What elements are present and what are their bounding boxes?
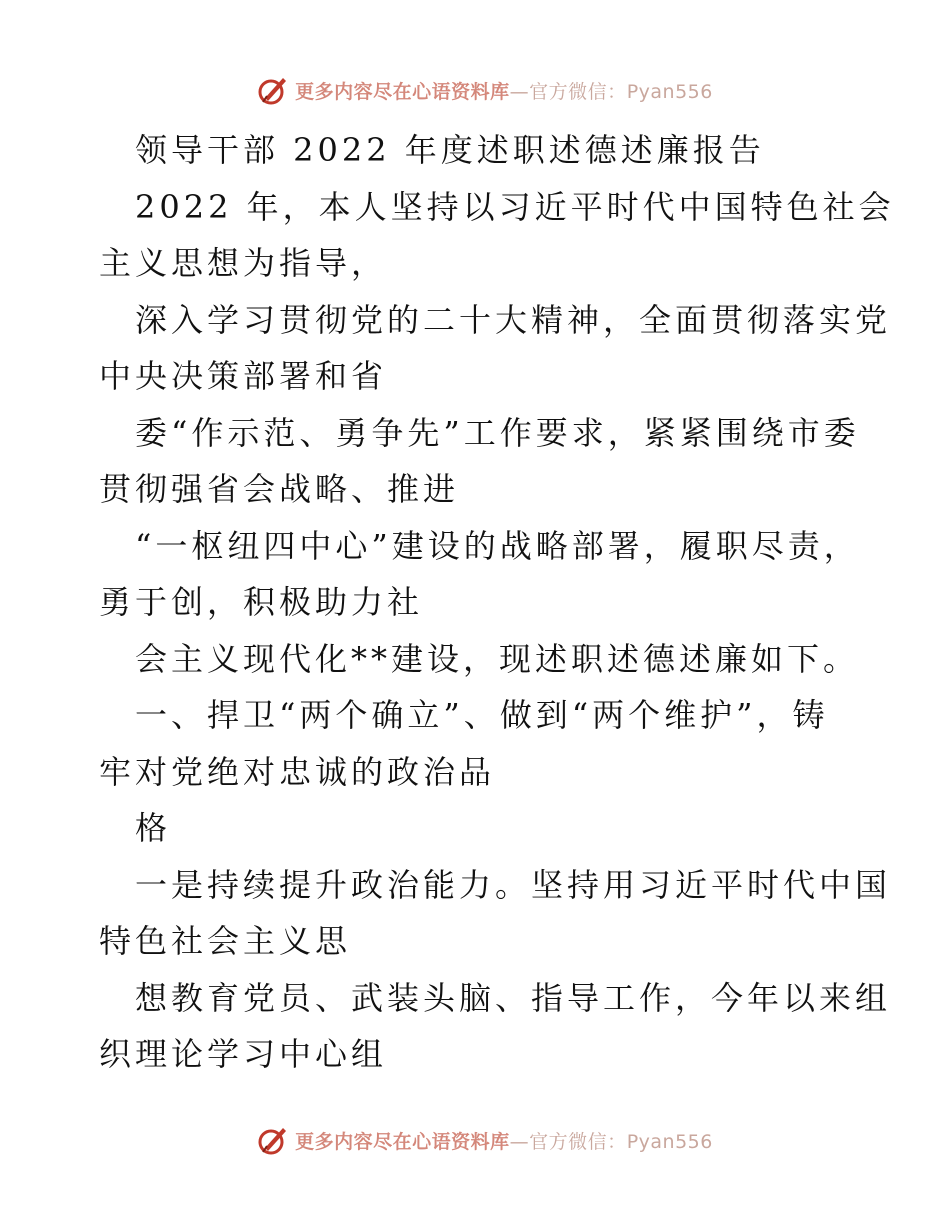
text-line: “一枢纽四中心”建设的战略部署，履职尽责，	[135, 526, 860, 565]
text-line: 领导干部 2022 年度述职述德述廉报告	[135, 131, 765, 169]
document-body	[99, 122, 895, 1083]
text-line: 一、捍卫“两个确立”、做到“两个维护”，铸	[135, 696, 829, 734]
watermark-content	[257, 1124, 713, 1156]
text-line: 委“作示范、勇争先”工作要求，紧紧围绕市委	[135, 413, 860, 452]
text-line: 贯彻强省会战略、推进	[99, 470, 460, 508]
watermark-dash: —	[509, 80, 530, 103]
text-line: 中央决策部署和省	[99, 357, 388, 395]
watermark-main-text: 更多内容尽在心语资料库	[295, 1130, 510, 1153]
watermark-wechat-id: Pyan556	[626, 80, 713, 103]
quill-pen-logo-icon	[257, 1124, 289, 1156]
text-line: 牢对党绝对忠诚的政治品	[99, 752, 496, 791]
text-line: 格	[135, 809, 172, 847]
text-line: 深入学习贯彻党的二十大精神，全面贯彻落实党	[135, 300, 892, 339]
watermark-banner-top	[0, 70, 950, 110]
quill-pen-logo-icon	[257, 74, 289, 106]
watermark-text	[295, 77, 713, 104]
watermark-banner-bottom	[0, 1120, 950, 1160]
text-line: 主义思想为指导，	[99, 244, 388, 282]
watermark-text	[295, 1127, 713, 1154]
text-line: 一是持续提升政治能力。坚持用习近平时代中国	[135, 865, 892, 904]
watermark-wechat-label: 官方微信：	[529, 80, 627, 103]
text-line: 2022 年，本人坚持以习近平时代中国特色社会	[135, 187, 895, 226]
text-line: 勇于创，积极助力社	[99, 583, 424, 621]
watermark-main-text: 更多内容尽在心语资料库	[295, 80, 510, 103]
watermark-content	[257, 74, 713, 106]
watermark-dash: —	[509, 1130, 530, 1153]
watermark-wechat-label: 官方微信：	[529, 1130, 627, 1153]
watermark-wechat-id: Pyan556	[626, 1130, 713, 1153]
text-line: 会主义现代化**建设，现述职述德述廉如下。	[135, 639, 860, 678]
text-line: 特色社会主义思	[99, 922, 352, 960]
text-line: 织理论学习中心组	[99, 1035, 388, 1073]
text-line: 想教育党员、武装头脑、指导工作，今年以来组	[135, 978, 892, 1017]
